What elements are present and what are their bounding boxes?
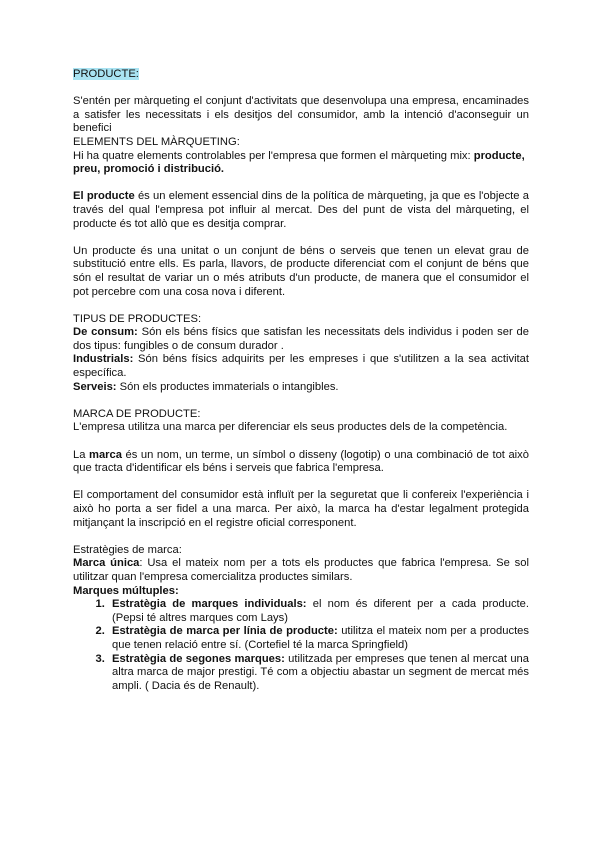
- marca-def-bold: marca: [89, 448, 122, 461]
- list-item-label: Estratègia de segones marques:: [112, 652, 285, 665]
- marca-heading: MARCA DE PRODUCTE:: [73, 407, 201, 420]
- producte-paragraph: [73, 190, 529, 231]
- tipus-item: [73, 326, 529, 353]
- list-item-label: Estratègia de marca per línia de producte:: [112, 625, 338, 638]
- list-item-label: Estratègia de marques individuals:: [112, 598, 307, 611]
- elements-heading: ELEMENTS DEL MÀRQUETING:: [73, 135, 240, 148]
- marques-multiples-heading: [73, 585, 529, 599]
- list-item-text: el nom és diferent per a cada producte. (Pepsi té altres marques com Lays): [112, 598, 529, 624]
- title-highlight: PRODUCTE:: [73, 68, 139, 80]
- marca-def-paragraph: [73, 449, 529, 476]
- elements-paragraph: [73, 150, 529, 177]
- producte-bold: El producte: [73, 190, 135, 203]
- tipus-item-label: Serveis:: [73, 380, 117, 393]
- intro-paragraph: S'entén per màrqueting el conjunt d'activitats que desenvolupa una empresa, encaminades a satisfer les necessitats i els desitjos del consumidor, amb la intenció d'aconseguir un benefici: [73, 95, 529, 135]
- marca-unica-paragraph: [73, 557, 529, 584]
- list-item: [108, 598, 529, 625]
- list-item-text: utilitzada per empreses que tenen al mercat una altra marca de major prestigi. Té com a objectiu abastar un segment de mercat més ampli. ( Dacia és de Renault).: [112, 652, 529, 692]
- tipus-item: [73, 353, 529, 380]
- estrategies-heading: Estratègies de marca:: [73, 543, 182, 556]
- list-item: [108, 653, 529, 694]
- marca-unica-label: Marca única: [73, 557, 140, 570]
- tipus-item-text: Són béns físics adquirits per les empreses i que s'utilitzen a la sea activitat específica.: [73, 353, 529, 380]
- comportament-paragraph: El comportament del consumidor està influït per la seguretat que li confereix l'experiència i això ho porta a ser fidel a una marca. Per això, la marca ha d'estar legalment protegida mitjançant la inscripció en el registre oficial corresponent.: [73, 489, 529, 529]
- list-item-text: utilitza el mateix nom per a productes que tenen relació entre sí. (Cortefiel té la marca Springfield): [112, 625, 529, 651]
- tipus-item-text: Són els béns físics que satisfan les necessitats dels individus i poden ser de dos tipus: fungibles o de consum durador .: [73, 326, 530, 352]
- tipus-item-label: Industrials:: [73, 353, 134, 366]
- tipus-heading: TIPUS DE PRODUCTES:: [73, 312, 202, 325]
- marca-unica-text: : Usa el mateix nom per a tots els productes que fabrica l'empresa. Se sol utilitzar quan l'empresa comercialitza productes similars.: [73, 557, 529, 583]
- tipus-item-text: Són els productes immaterials o intangibles.: [116, 380, 339, 393]
- tipus-item-label: De consum:: [73, 326, 138, 339]
- tipus-item: [73, 381, 529, 395]
- marques-multiples-label: Marques múltuples:: [73, 584, 179, 597]
- list-item: [108, 625, 529, 652]
- marca-def-text: és un nom, un terme, un símbol o disseny (logotip) o una combinació de tot això que tracta d'identificar els béns i serveis que fabrica l'empresa.: [73, 448, 529, 475]
- elements-text: Hi ha quatre elements controlables per l'empresa que formen el màrqueting mix:: [73, 149, 474, 162]
- marca-paragraph: L'empresa utilitza una marca per diferenciar els seus productes dels de la competència.: [73, 421, 508, 434]
- elements-bold: producte, preu, promoció i distribució.: [73, 149, 525, 176]
- producte-text: és un element essencial dins de la política de màrqueting, ja que es l'objecte a través del qual l'empresa pot influir al mercat. Des del punt de vista del màrqueting, el producte és tot allò que es desitja comprar.: [73, 190, 529, 230]
- marca-def-pre: La: [73, 448, 89, 461]
- unitat-paragraph: Un producte és una unitat o un conjunt de béns o serveis que tenen un elevat grau de substitució entre ells. Es parla, llavors, de producte diferenciat com el conjunt de béns que són el resultat de variar un o més atributs d'un producte, de manera que el consumidor el pot percebre com una cosa nova i diferent.: [73, 244, 529, 298]
- estrategies-list: [73, 598, 529, 693]
- page-title: [73, 68, 529, 82]
- document-page: [73, 68, 529, 693]
